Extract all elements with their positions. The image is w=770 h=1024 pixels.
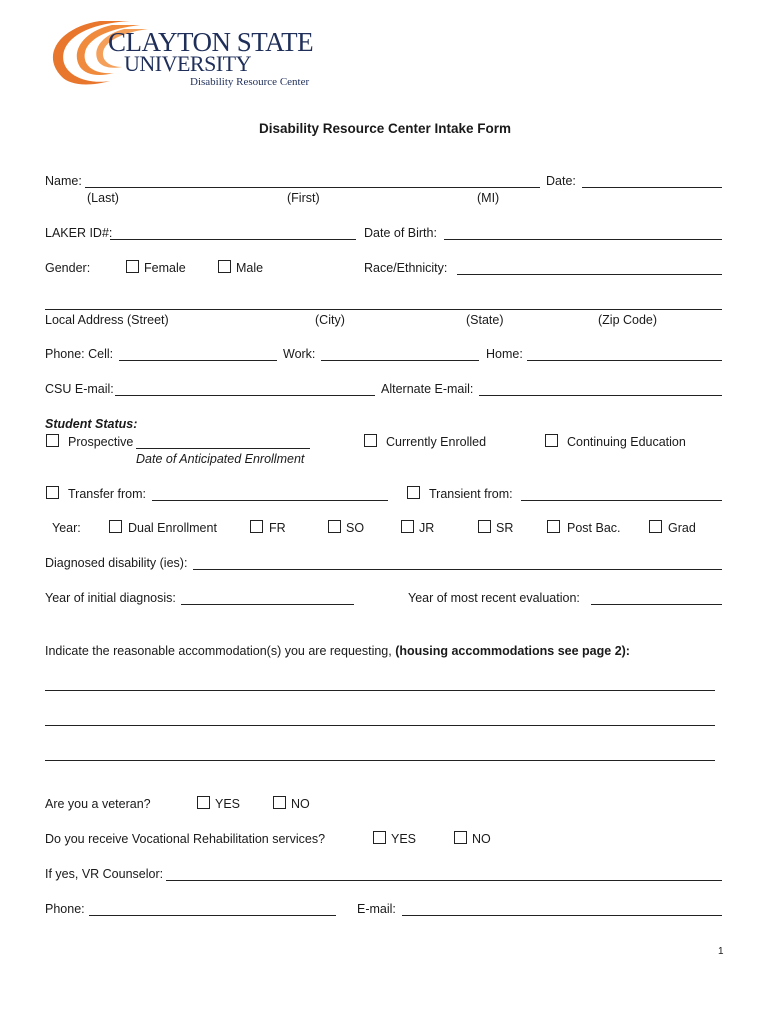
post-bac-label: Post Bac. [567, 521, 621, 535]
vr-email-label: E-mail: [357, 902, 396, 916]
recent-evaluation-field[interactable] [591, 604, 722, 605]
race-label: Race/Ethnicity: [364, 261, 448, 275]
continuing-education-checkbox[interactable] [545, 434, 558, 447]
prospective-checkbox[interactable] [46, 434, 59, 447]
anticipated-enrollment-field[interactable] [136, 448, 310, 449]
accommodation-line-2[interactable] [45, 725, 715, 726]
last-name-caption: (Last) [87, 191, 119, 205]
race-field[interactable] [457, 274, 722, 275]
address-city-caption: (City) [315, 313, 345, 327]
work-phone-field[interactable] [321, 360, 479, 361]
female-checkbox[interactable] [126, 260, 139, 273]
transient-checkbox[interactable] [407, 486, 420, 499]
logo-line1: CLAYTON STATE [108, 27, 314, 57]
accommodation-line-1[interactable] [45, 690, 715, 691]
home-phone-field[interactable] [527, 360, 722, 361]
prospective-label: Prospective [68, 435, 134, 449]
transient-field[interactable] [521, 500, 722, 501]
accommodation-line-3[interactable] [45, 760, 715, 761]
accommodation-text: Indicate the reasonable accommodation(s) you are requesting, [45, 644, 396, 658]
csu-email-field[interactable] [115, 395, 375, 396]
laker-id-label: LAKER ID#: [45, 226, 113, 240]
male-label: Male [236, 261, 264, 275]
recent-evaluation-label: Year of most recent evaluation: [408, 591, 580, 605]
sr-label: SR [496, 521, 514, 535]
vr-no-checkbox[interactable] [454, 831, 467, 844]
veteran-label: Are you a veteran? [45, 797, 151, 811]
vr-phone-field[interactable] [89, 915, 336, 916]
university-logo [40, 15, 330, 95]
vr-counselor-field[interactable] [166, 880, 722, 881]
vr-yes-checkbox[interactable] [373, 831, 386, 844]
transfer-field[interactable] [152, 500, 388, 501]
first-name-caption: (First) [287, 191, 320, 205]
grad-checkbox[interactable] [649, 520, 662, 533]
grad-label: Grad [668, 521, 696, 535]
currently-enrolled-label: Currently Enrolled [386, 435, 487, 449]
phone-cell-label: Phone: Cell: [45, 347, 114, 361]
vr-counselor-label: If yes, VR Counselor: [45, 867, 164, 881]
student-status-heading: Student Status: [45, 417, 138, 431]
veteran-yes-label: YES [215, 797, 241, 811]
vr-services-label: Do you receive Vocational Rehabilitation services? [45, 832, 326, 846]
fr-checkbox[interactable] [250, 520, 263, 533]
so-checkbox[interactable] [328, 520, 341, 533]
dual-enrollment-checkbox[interactable] [109, 520, 122, 533]
address-field[interactable] [45, 309, 722, 310]
continuing-education-label: Continuing Education [567, 435, 686, 449]
currently-enrolled-checkbox[interactable] [364, 434, 377, 447]
male-checkbox[interactable] [218, 260, 231, 273]
veteran-yes-checkbox[interactable] [197, 796, 210, 809]
transient-label: Transient from: [429, 487, 513, 501]
veteran-no-checkbox[interactable] [273, 796, 286, 809]
logo-subtitle: Disability Resource Center [190, 76, 310, 88]
sr-checkbox[interactable] [478, 520, 491, 533]
work-phone-label: Work: [283, 347, 316, 361]
page-number: 1 [718, 946, 724, 957]
diagnosed-disability-label: Diagnosed disability (ies): [45, 556, 188, 570]
veteran-no-label: NO [291, 797, 310, 811]
csu-email-label: CSU E-mail: [45, 382, 114, 396]
vr-phone-label: Phone: [45, 902, 85, 916]
year-label: Year: [52, 521, 81, 535]
alt-email-label: Alternate E-mail: [381, 382, 474, 396]
gender-label: Gender: [45, 261, 91, 275]
accommodation-housing-note: (housing accommodations see page 2): [395, 644, 630, 658]
vr-email-field[interactable] [402, 915, 722, 916]
so-label: SO [346, 521, 365, 535]
accommodation-prompt [45, 644, 630, 658]
dob-label: Date of Birth: [364, 226, 437, 240]
logo-line2: UNIVERSITY [124, 51, 251, 76]
address-state-caption: (State) [466, 313, 504, 327]
transfer-label: Transfer from: [68, 487, 147, 501]
laker-id-field[interactable] [110, 239, 356, 240]
jr-label: JR [419, 521, 435, 535]
diagnosed-disability-field[interactable] [193, 569, 722, 570]
transfer-checkbox[interactable] [46, 486, 59, 499]
address-zip-caption: (Zip Code) [598, 313, 658, 327]
home-phone-label: Home: [486, 347, 523, 361]
post-bac-checkbox[interactable] [547, 520, 560, 533]
initial-diagnosis-label: Year of initial diagnosis: [45, 591, 176, 605]
date-field[interactable] [582, 187, 722, 188]
fr-label: FR [269, 521, 286, 535]
cell-phone-field[interactable] [119, 360, 277, 361]
dob-field[interactable] [444, 239, 722, 240]
date-label: Date: [546, 174, 576, 188]
form-title: Disability Resource Center Intake Form [258, 121, 512, 136]
middle-initial-caption: (MI) [477, 191, 500, 205]
anticipated-enrollment-caption: Date of Anticipated Enrollment [136, 452, 305, 466]
name-label: Name: [45, 174, 82, 188]
alt-email-field[interactable] [479, 395, 722, 396]
name-field[interactable] [85, 187, 540, 188]
vr-yes-label: YES [391, 832, 417, 846]
dual-enrollment-label: Dual Enrollment [128, 521, 217, 535]
address-street-caption: Local Address (Street) [45, 313, 169, 327]
vr-no-label: NO [472, 832, 491, 846]
jr-checkbox[interactable] [401, 520, 414, 533]
female-label: Female [144, 261, 186, 275]
initial-diagnosis-field[interactable] [181, 604, 354, 605]
